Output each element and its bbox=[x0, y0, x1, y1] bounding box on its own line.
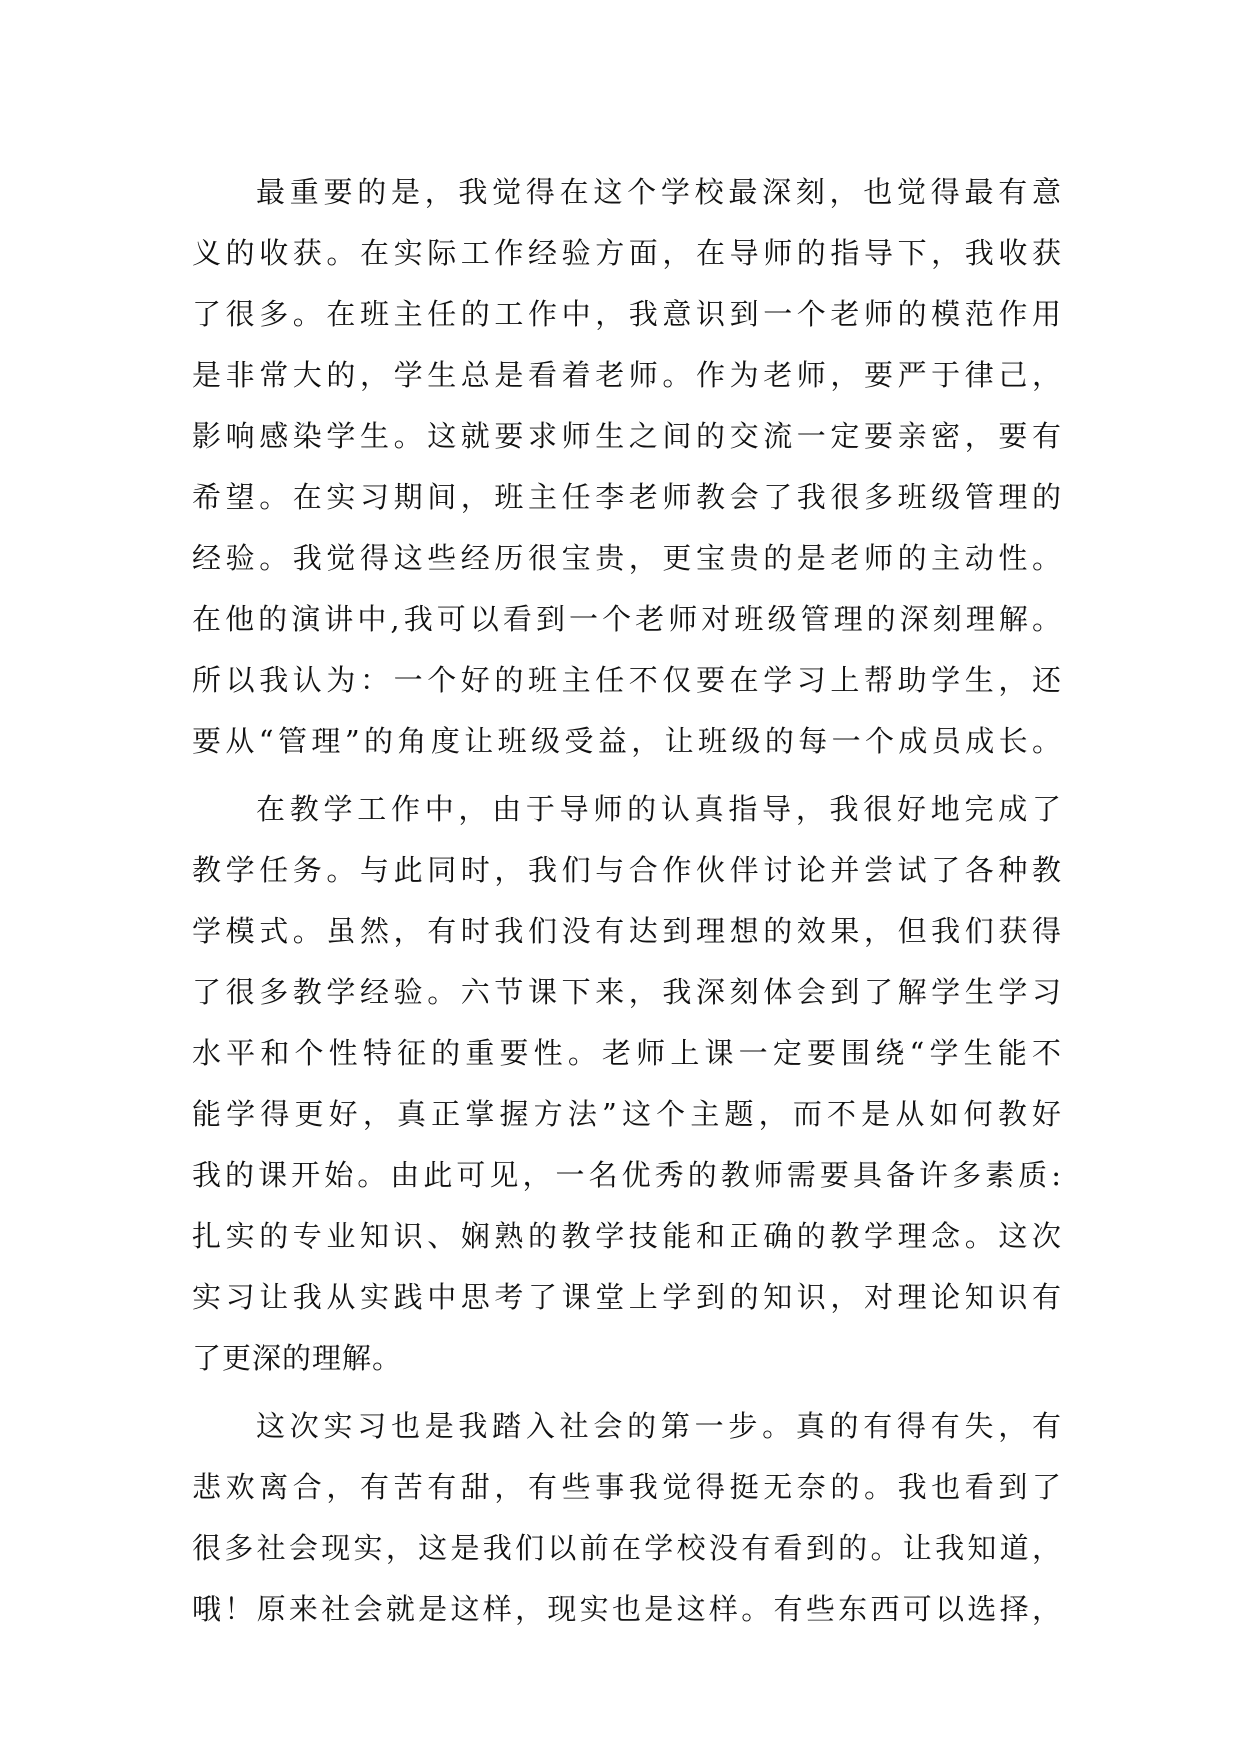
text-line: 能学得更好，真正掌握方法”这个主题，而不是从如何教好 bbox=[192, 1097, 1062, 1131]
paragraph bbox=[192, 1396, 1062, 1640]
text-line: 要从“管理”的角度让班级受益，让班级的每一个成员成长。 bbox=[192, 724, 1062, 758]
text-line: 这次实习也是我踏入社会的第一步。真的有得有失，有 bbox=[256, 1409, 1062, 1443]
text-line: 了很多教学经验。六节课下来，我深刻体会到了解学生学习 bbox=[192, 975, 1062, 1009]
paragraph bbox=[192, 162, 1062, 772]
paragraph-spacer bbox=[192, 772, 1062, 779]
text-line: 了更深的理解。 bbox=[192, 1341, 403, 1375]
paragraph bbox=[192, 779, 1062, 1389]
text-line: 教学任务。与此同时，我们与合作伙伴讨论并尝试了各种教 bbox=[192, 853, 1062, 887]
text-line: 我的课开始。由此可见，一名优秀的教师需要具备许多素质: bbox=[192, 1158, 1062, 1192]
text-line: 哦！原来社会就是这样，现实也是这样。有些东西可以选择， bbox=[192, 1592, 1062, 1626]
document-body bbox=[192, 162, 1062, 1640]
text-line: 经验。我觉得这些经历很宝贵，更宝贵的是老师的主动性。 bbox=[192, 541, 1062, 575]
text-line: 了很多。在班主任的工作中，我意识到一个老师的模范作用 bbox=[192, 297, 1062, 331]
text-line: 所以我认为：一个好的班主任不仅要在学习上帮助学生，还 bbox=[192, 663, 1062, 697]
paragraph-spacer bbox=[192, 1389, 1062, 1396]
text-line: 影响感染学生。这就要求师生之间的交流一定要亲密，要有 bbox=[192, 419, 1062, 453]
text-line: 义的收获。在实际工作经验方面，在导师的指导下，我收获 bbox=[192, 236, 1062, 270]
text-line: 希望。在实习期间，班主任李老师教会了我很多班级管理的 bbox=[192, 480, 1062, 514]
text-line: 悲欢离合，有苦有甜，有些事我觉得挺无奈的。我也看到了 bbox=[192, 1470, 1062, 1504]
text-line: 水平和个性特征的重要性。老师上课一定要围绕“学生能不 bbox=[192, 1036, 1062, 1070]
text-line: 学模式。虽然，有时我们没有达到理想的效果，但我们获得 bbox=[192, 914, 1062, 948]
text-line: 在教学工作中，由于导师的认真指导，我很好地完成了 bbox=[256, 792, 1062, 826]
text-line: 实习让我从实践中思考了课堂上学到的知识，对理论知识有 bbox=[192, 1280, 1062, 1314]
text-line: 在他的演讲中,我可以看到一个老师对班级管理的深刻理解。 bbox=[192, 602, 1062, 636]
text-line: 扎实的专业知识、娴熟的教学技能和正确的教学理念。这次 bbox=[192, 1219, 1062, 1253]
text-line: 是非常大的，学生总是看着老师。作为老师，要严于律己， bbox=[192, 358, 1062, 392]
text-line: 很多社会现实，这是我们以前在学校没有看到的。让我知道， bbox=[192, 1531, 1062, 1565]
text-line: 最重要的是，我觉得在这个学校最深刻，也觉得最有意 bbox=[256, 175, 1062, 209]
